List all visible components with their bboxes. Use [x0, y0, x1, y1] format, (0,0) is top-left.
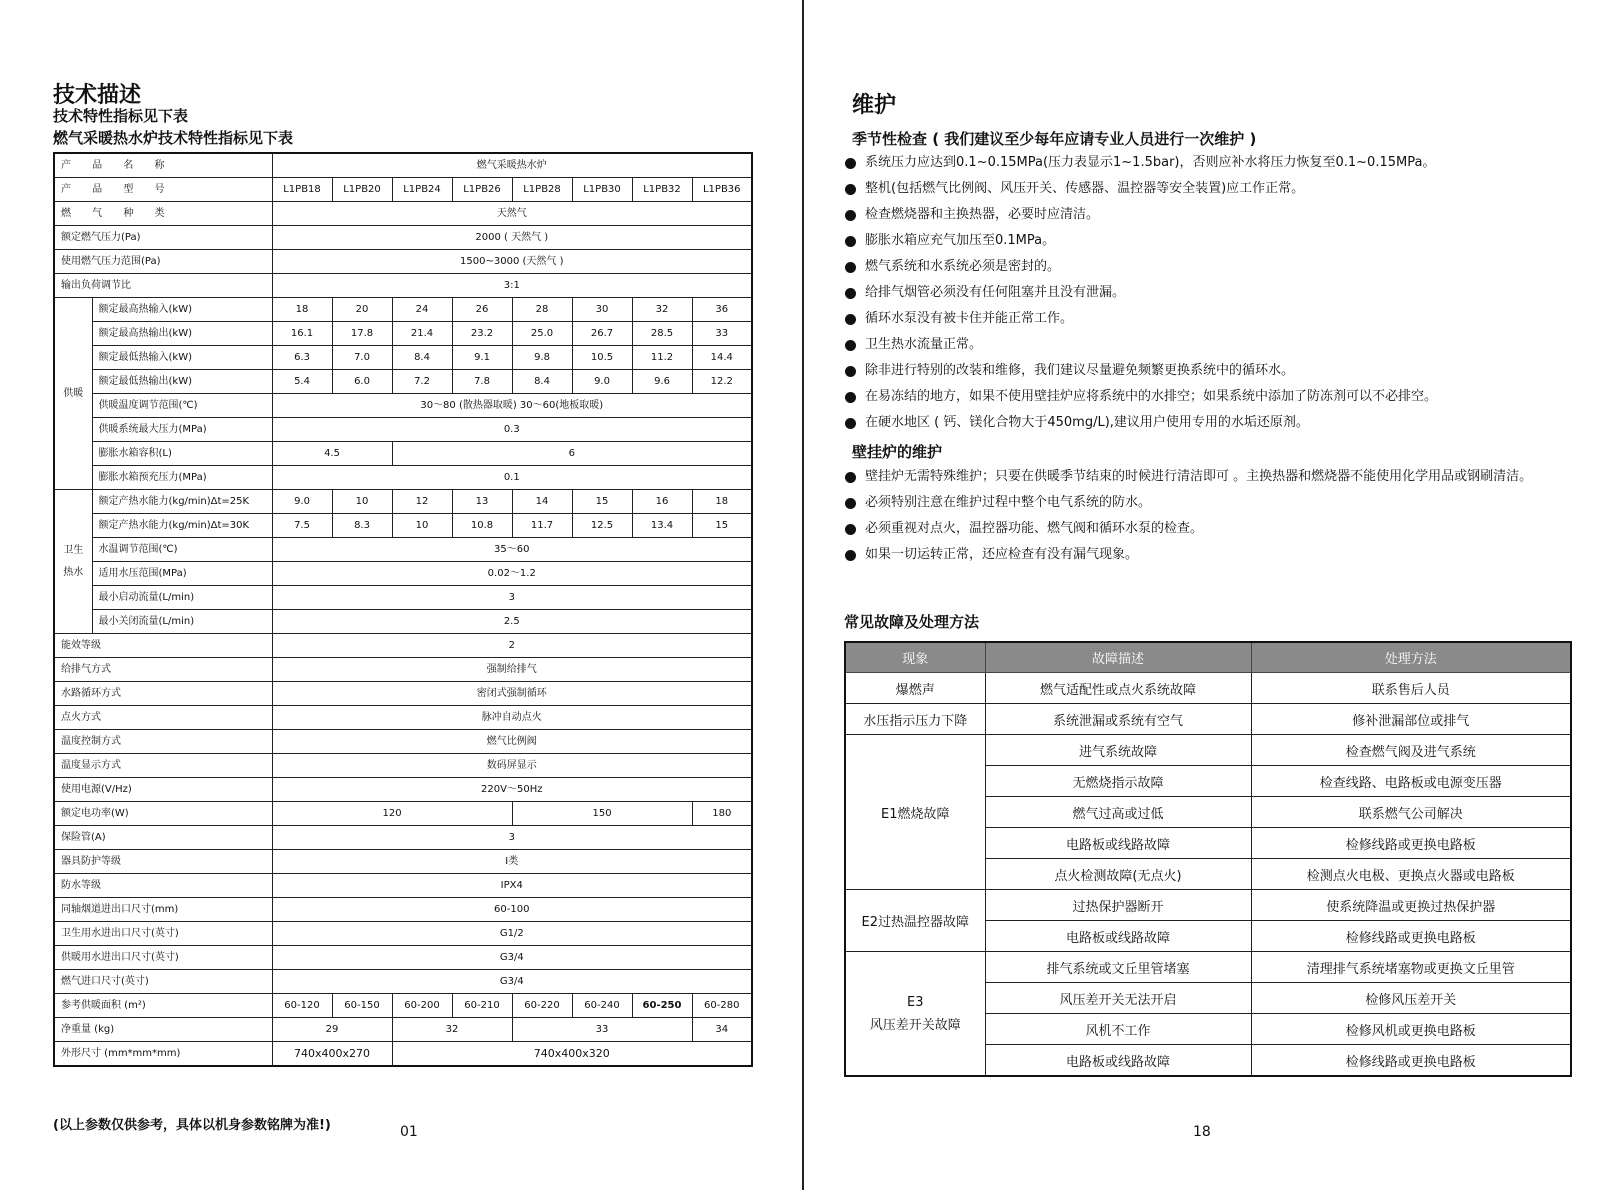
bullet-icon — [845, 366, 856, 377]
table-row — [54, 178, 752, 202]
table-row — [54, 706, 752, 730]
spec-label: 同轴烟道进出口尺寸(mm) — [54, 898, 272, 922]
fault-cause: 燃气适配性或点火系统故障 — [985, 673, 1251, 704]
page-number-right: 18 — [1193, 1124, 1211, 1140]
value-cell: 7.0 — [332, 346, 392, 370]
table-row — [54, 898, 752, 922]
value-cell: 17.8 — [332, 322, 392, 346]
spec-value: 30～80 (散热器取暖) 30～60(地板取暖) — [272, 394, 752, 418]
spec-label: 产 品 型 号 — [54, 178, 272, 202]
spec-subtitle-2: 燃气采暖热水炉技术特性指标见下表 — [53, 129, 294, 147]
value-cell: 12 — [392, 490, 452, 514]
spec-label: 额定产热水能力(kg/min)Δt=25K — [92, 490, 272, 514]
fault-cause: 系统泄漏或系统有空气 — [985, 704, 1251, 735]
spec-label: 产 品 名 称 — [54, 153, 272, 178]
table-row — [54, 153, 752, 178]
value-cell: 24 — [392, 298, 452, 322]
heating-group-label: 供暖 — [54, 298, 92, 490]
fault-code: E3 — [907, 994, 924, 1010]
fault-symptom — [845, 952, 985, 1077]
table-row — [54, 250, 752, 274]
table-row — [54, 394, 752, 418]
model-cell: L1PB26 — [452, 178, 512, 202]
value-cell: 21.4 — [392, 322, 452, 346]
spec-value: 燃气采暖热水炉 — [272, 153, 752, 178]
table-row — [54, 226, 752, 250]
value-cell: 13.4 — [632, 514, 692, 538]
value-cell: 28 — [512, 298, 572, 322]
fault-cause: 无燃烧指示故障 — [985, 766, 1251, 797]
bullet-icon — [845, 550, 856, 561]
spec-value: 2.5 — [272, 610, 752, 634]
list-item: 检查燃烧器和主换热器，必要时应清洁。 — [845, 202, 1585, 228]
list-item: 在易冻结的地方，如果不使用壁挂炉应将系统中的水排空；如果系统中添加了防冻剂可以不必排空。 — [845, 384, 1585, 410]
table-row — [54, 490, 752, 514]
value-cell: 7.8 — [452, 370, 512, 394]
fault-cause: 过热保护器断开 — [985, 890, 1251, 921]
table-row — [54, 442, 752, 466]
table-row — [54, 778, 752, 802]
spec-value: G1/2 — [272, 922, 752, 946]
list-item: 在硬水地区 ( 钙、镁化合物大于450mg/L),建议用户使用专用的水垢还原剂。 — [845, 410, 1585, 436]
value-cell: 14 — [512, 490, 572, 514]
list-item: 给排气烟管必须没有任何阻塞并且没有泄漏。 — [845, 280, 1585, 306]
spec-value: 3 — [272, 826, 752, 850]
table-row — [54, 514, 752, 538]
bullet-icon — [845, 158, 856, 169]
spec-label: 外形尺寸 (mm*mm*mm) — [54, 1042, 272, 1067]
spec-value: 220V～50Hz — [272, 778, 752, 802]
value-cell: 15 — [572, 490, 632, 514]
spec-label: 水路循环方式 — [54, 682, 272, 706]
spec-value: G3/4 — [272, 946, 752, 970]
value-cell: 11.7 — [512, 514, 572, 538]
spec-label: 燃气进口尺寸(英寸) — [54, 970, 272, 994]
spec-label: 水温调节范围(℃) — [92, 538, 272, 562]
value-cell: 7.5 — [272, 514, 332, 538]
bullet-icon — [845, 184, 856, 195]
table-row — [54, 730, 752, 754]
list-item: 卫生热水流量正常。 — [845, 332, 1585, 358]
table-row — [54, 826, 752, 850]
table-row — [54, 802, 752, 826]
spec-label: 能效等级 — [54, 634, 272, 658]
column-header: 现象 — [845, 642, 985, 673]
fault-solution: 检查线路、电路板或电源变压器 — [1251, 766, 1571, 797]
table-row — [54, 346, 752, 370]
spec-label: 输出负荷调节比 — [54, 274, 272, 298]
table-row — [54, 322, 752, 346]
value-cell: 10 — [332, 490, 392, 514]
spec-value: 120 — [272, 802, 512, 826]
boiler-maintenance-heading: 壁挂炉的维护 — [852, 443, 943, 461]
bullet-icon — [845, 418, 856, 429]
fault-solution: 联系燃气公司解决 — [1251, 797, 1571, 828]
value-cell: 25.0 — [512, 322, 572, 346]
fault-solution: 检查燃气阀及进气系统 — [1251, 735, 1571, 766]
spec-value: 150 — [512, 802, 692, 826]
fault-solution: 检修风压差开关 — [1251, 983, 1571, 1014]
table-row — [54, 466, 752, 490]
list-item: 系统压力应达到0.1~0.15MPa(压力表显示1~1.5bar)，否则应补水将压力恢复至0.1~0.15MPa。 — [845, 150, 1585, 176]
bullet-icon — [845, 340, 856, 351]
bullet-icon — [845, 210, 856, 221]
page-title: 技术描述 — [53, 83, 142, 108]
value-cell: 32 — [632, 298, 692, 322]
bullet-icon — [845, 498, 856, 509]
model-cell: L1PB28 — [512, 178, 572, 202]
fault-symptom: 爆燃声 — [845, 673, 985, 704]
spec-label: 适用水压范围(MPa) — [92, 562, 272, 586]
value-cell: 60-250 — [632, 994, 692, 1018]
bullet-icon — [845, 288, 856, 299]
value-cell: 60-150 — [332, 994, 392, 1018]
spec-value: G3/4 — [272, 970, 752, 994]
value-cell: 6.0 — [332, 370, 392, 394]
model-cell: L1PB32 — [632, 178, 692, 202]
value-cell: 8.4 — [512, 370, 572, 394]
value-cell: 16.1 — [272, 322, 332, 346]
value-cell: 12.2 — [692, 370, 752, 394]
model-cell: L1PB18 — [272, 178, 332, 202]
value-cell: 60-280 — [692, 994, 752, 1018]
table-row — [54, 634, 752, 658]
list-item: 整机(包括燃气比例阀、风压开关、传感器、温控器等安全装置)应工作正常。 — [845, 176, 1585, 202]
fault-code-desc: 风压差开关故障 — [869, 1017, 961, 1033]
value-cell: 9.0 — [272, 490, 332, 514]
fault-cause: 点火检测故障(无点火) — [985, 859, 1251, 890]
spec-label: 器具防护等级 — [54, 850, 272, 874]
table-row — [845, 890, 1571, 921]
spec-label: 使用电源(V/Hz) — [54, 778, 272, 802]
spec-value: 6 — [392, 442, 752, 466]
dhw-group-label: 卫生热水 — [54, 490, 92, 634]
table-row — [54, 850, 752, 874]
spec-label: 保险管(A) — [54, 826, 272, 850]
fault-cause: 风压差开关无法开启 — [985, 983, 1251, 1014]
value-cell: 10.8 — [452, 514, 512, 538]
spec-label: 燃 气 种 类 — [54, 202, 272, 226]
table-row — [845, 952, 1571, 983]
spec-label: 卫生用水进出口尺寸(英寸) — [54, 922, 272, 946]
boiler-maintenance-list — [845, 464, 1585, 568]
list-item: 除非进行特别的改装和维修，我们建议尽量避免频繁更换系统中的循环水。 — [845, 358, 1585, 384]
bullet-icon — [845, 236, 856, 247]
spec-value: 34 — [692, 1018, 752, 1042]
value-cell: 20 — [332, 298, 392, 322]
bullet-icon — [845, 262, 856, 273]
spec-label: 给排气方式 — [54, 658, 272, 682]
spec-label: 额定最高热输入(kW) — [92, 298, 272, 322]
spec-value: 1500~3000 (天然气 ) — [272, 250, 752, 274]
spec-label: 最小启动流量(L/min) — [92, 586, 272, 610]
table-row — [54, 1042, 752, 1067]
spec-value: 数码屏显示 — [272, 754, 752, 778]
list-item: 燃气系统和水系统必须是密封的。 — [845, 254, 1585, 280]
spec-label: 额定最低热输入(kW) — [92, 346, 272, 370]
fault-solution: 检修线路或更换电路板 — [1251, 921, 1571, 952]
bullet-icon — [845, 314, 856, 325]
value-cell: 11.2 — [632, 346, 692, 370]
spec-value: 4.5 — [272, 442, 392, 466]
value-cell: 10.5 — [572, 346, 632, 370]
value-cell: 9.6 — [632, 370, 692, 394]
value-cell: 30 — [572, 298, 632, 322]
value-cell: 60-120 — [272, 994, 332, 1018]
value-cell: 12.5 — [572, 514, 632, 538]
table-row — [54, 1018, 752, 1042]
value-cell: 15 — [692, 514, 752, 538]
table-row — [54, 418, 752, 442]
fault-heading: 常见故障及处理方法 — [844, 613, 980, 631]
table-row — [845, 673, 1571, 704]
fault-solution: 检修风机或更换电路板 — [1251, 1014, 1571, 1045]
value-cell: 9.0 — [572, 370, 632, 394]
spec-label: 供暖温度调节范围(℃) — [92, 394, 272, 418]
fault-cause: 排气系统或文丘里管堵塞 — [985, 952, 1251, 983]
list-item: 必须特别注意在维护过程中整个电气系统的防水。 — [845, 490, 1585, 516]
fault-symptom: E1燃烧故障 — [845, 735, 985, 890]
maintenance-title: 维护 — [852, 93, 897, 118]
left-page — [0, 0, 804, 1190]
spec-value: 天然气 — [272, 202, 752, 226]
value-cell: 36 — [692, 298, 752, 322]
value-cell: 60-200 — [392, 994, 452, 1018]
spec-label: 额定燃气压力(Pa) — [54, 226, 272, 250]
fault-cause: 风机不工作 — [985, 1014, 1251, 1045]
fault-table — [844, 641, 1572, 1077]
table-row — [54, 202, 752, 226]
bullet-icon — [845, 392, 856, 403]
spec-value: 0.1 — [272, 466, 752, 490]
spec-label: 额定最低热输出(kW) — [92, 370, 272, 394]
value-cell: 33 — [692, 322, 752, 346]
spec-subtitle: 技术特性指标见下表 — [53, 107, 189, 125]
spec-value: 35～60 — [272, 538, 752, 562]
spec-label: 防水等级 — [54, 874, 272, 898]
spec-table — [53, 152, 753, 1067]
spec-label: 额定产热水能力(kg/min)Δt=30K — [92, 514, 272, 538]
spec-value: 2 — [272, 634, 752, 658]
table-row — [54, 754, 752, 778]
spec-value: 180 — [692, 802, 752, 826]
page-number: 01 — [400, 1124, 418, 1140]
spec-value: 3 — [272, 586, 752, 610]
table-row — [54, 946, 752, 970]
value-cell: 16 — [632, 490, 692, 514]
spec-label: 温度显示方式 — [54, 754, 272, 778]
list-item: 如果一切运转正常，还应检查有没有漏气现象。 — [845, 542, 1585, 568]
model-cell: L1PB20 — [332, 178, 392, 202]
seasonal-heading: 季节性检查 ( 我们建议至少每年应请专业人员进行一次维护 ) — [852, 130, 1257, 148]
spec-value: 32 — [392, 1018, 512, 1042]
model-cell: L1PB36 — [692, 178, 752, 202]
spec-value: 密闭式强制循环 — [272, 682, 752, 706]
value-cell: 18 — [692, 490, 752, 514]
list-item: 循环水泵没有被卡住并能正常工作。 — [845, 306, 1585, 332]
fault-solution: 检测点火电极、更换点火器或电路板 — [1251, 859, 1571, 890]
spec-label: 参考供暖面积 (m²) — [54, 994, 272, 1018]
value-cell: 60-220 — [512, 994, 572, 1018]
fault-solution: 修补泄漏部位或排气 — [1251, 704, 1571, 735]
column-header: 故障描述 — [985, 642, 1251, 673]
spec-label: 净重量 (kg) — [54, 1018, 272, 1042]
spec-value: 29 — [272, 1018, 392, 1042]
value-cell: 8.4 — [392, 346, 452, 370]
table-row — [54, 682, 752, 706]
table-row — [54, 922, 752, 946]
spec-value: 0.3 — [272, 418, 752, 442]
table-row — [54, 970, 752, 994]
bullet-icon — [845, 472, 856, 483]
spec-value: IPX4 — [272, 874, 752, 898]
value-cell: 60-210 — [452, 994, 512, 1018]
model-cell: L1PB24 — [392, 178, 452, 202]
value-cell: 23.2 — [452, 322, 512, 346]
spec-label: 额定最高热输出(kW) — [92, 322, 272, 346]
spec-value: 60-100 — [272, 898, 752, 922]
value-cell: 13 — [452, 490, 512, 514]
fault-symptom: E2过热温控器故障 — [845, 890, 985, 952]
spec-label: 供暖用水进出口尺寸(英寸) — [54, 946, 272, 970]
spec-value: 740x400x270 — [272, 1042, 392, 1067]
footnote: (以上参数仅供参考，具体以机身参数铭牌为准!) — [53, 1118, 331, 1133]
spec-label: 膨胀水箱容积(L) — [92, 442, 272, 466]
value-cell: 28.5 — [632, 322, 692, 346]
table-row — [54, 994, 752, 1018]
bullet-icon — [845, 524, 856, 535]
table-row — [54, 562, 752, 586]
table-row — [54, 274, 752, 298]
list-item: 必须重视对点火，温控器功能、燃气阀和循环水泵的检查。 — [845, 516, 1585, 542]
spec-label: 膨胀水箱预充压力(MPa) — [92, 466, 272, 490]
table-row — [54, 874, 752, 898]
fault-solution: 使系统降温或更换过热保护器 — [1251, 890, 1571, 921]
value-cell: 6.3 — [272, 346, 332, 370]
seasonal-list — [845, 150, 1585, 436]
spec-value: 740x400x320 — [392, 1042, 752, 1067]
fault-cause: 电路板或线路故障 — [985, 1045, 1251, 1077]
list-item: 膨胀水箱应充气加压至0.1MPa。 — [845, 228, 1585, 254]
spec-label: 供暖系统最大压力(MPa) — [92, 418, 272, 442]
spec-label: 使用燃气压力范围(Pa) — [54, 250, 272, 274]
value-cell: 18 — [272, 298, 332, 322]
table-row — [54, 658, 752, 682]
column-header: 处理方法 — [1251, 642, 1571, 673]
spec-label: 最小关闭流量(L/min) — [92, 610, 272, 634]
table-row — [845, 704, 1571, 735]
spec-value: 3:1 — [272, 274, 752, 298]
spec-label: 额定电功率(W) — [54, 802, 272, 826]
fault-solution: 联系售后人员 — [1251, 673, 1571, 704]
value-cell: 26.7 — [572, 322, 632, 346]
value-cell: 14.4 — [692, 346, 752, 370]
value-cell: 60-240 — [572, 994, 632, 1018]
table-header-row — [845, 642, 1571, 673]
fault-cause: 电路板或线路故障 — [985, 921, 1251, 952]
value-cell: 8.3 — [332, 514, 392, 538]
spec-value: Ⅰ类 — [272, 850, 752, 874]
table-row — [54, 298, 752, 322]
spec-value: 0.02～1.2 — [272, 562, 752, 586]
spec-label: 点火方式 — [54, 706, 272, 730]
table-row — [845, 735, 1571, 766]
value-cell: 5.4 — [272, 370, 332, 394]
value-cell: 26 — [452, 298, 512, 322]
value-cell: 10 — [392, 514, 452, 538]
fault-cause: 燃气过高或过低 — [985, 797, 1251, 828]
fault-cause: 电路板或线路故障 — [985, 828, 1251, 859]
table-row — [54, 586, 752, 610]
spec-label: 温度控制方式 — [54, 730, 272, 754]
fault-solution: 清理排气系统堵塞物或更换文丘里管 — [1251, 952, 1571, 983]
spec-value: 燃气比例阀 — [272, 730, 752, 754]
table-row — [54, 370, 752, 394]
fault-solution: 检修线路或更换电路板 — [1251, 828, 1571, 859]
model-cell: L1PB30 — [572, 178, 632, 202]
list-item: 壁挂炉无需特殊维护；只要在供暖季节结束的时候进行清洁即可 。主换热器和燃烧器不能使用化学用品或钢刷清洁。 — [845, 464, 1585, 490]
value-cell: 7.2 — [392, 370, 452, 394]
fault-solution: 检修线路或更换电路板 — [1251, 1045, 1571, 1077]
fault-symptom: 水压指示压力下降 — [845, 704, 985, 735]
spec-value: 2000 ( 天然气 ) — [272, 226, 752, 250]
spec-value: 33 — [512, 1018, 692, 1042]
table-row — [54, 610, 752, 634]
value-cell: 9.1 — [452, 346, 512, 370]
spec-value: 脉冲自动点火 — [272, 706, 752, 730]
table-row — [54, 538, 752, 562]
spec-value: 强制给排气 — [272, 658, 752, 682]
value-cell: 9.8 — [512, 346, 572, 370]
fault-cause: 进气系统故障 — [985, 735, 1251, 766]
